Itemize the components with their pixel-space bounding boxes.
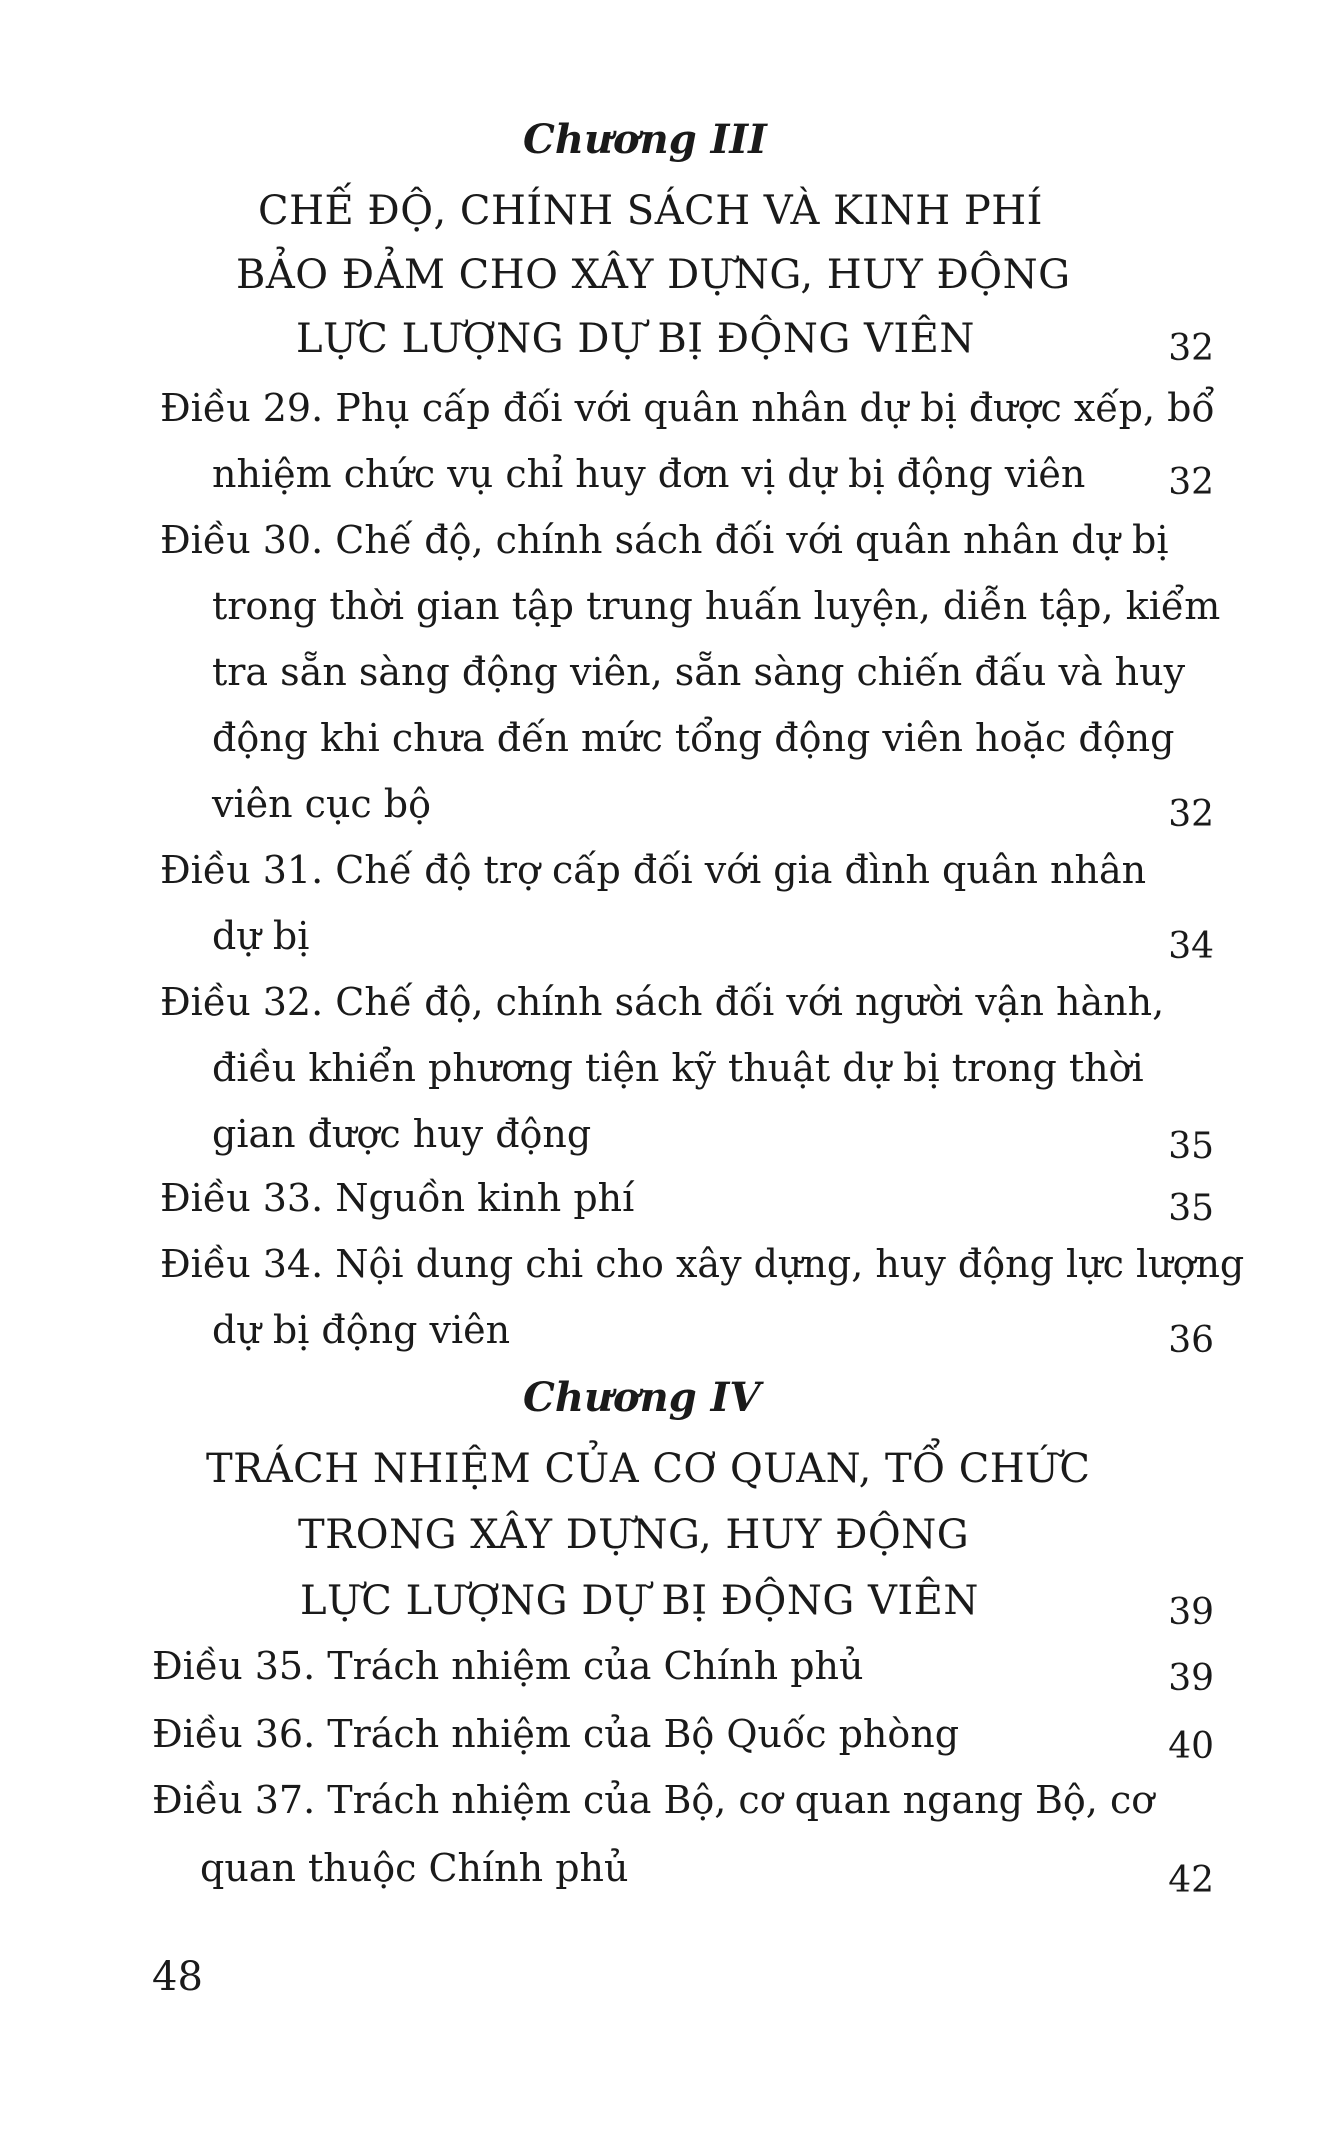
chapter-4-page: 39 [1168,1592,1214,1633]
toc-entry-30-line-3: tra sẵn sàng động viên, sẵn sàng chiến đấu và huy [212,650,1186,694]
toc-entry-33-line-1: Điều 33. Nguồn kinh phí [160,1176,635,1220]
toc-entry-30-line-4: động khi chưa đến mức tổng động viên hoặc động [212,716,1175,760]
toc-entry-30-line-1: Điều 30. Chế độ, chính sách đối với quân nhân dự bị [160,518,1169,562]
toc-entry-29-line-1: Điều 29. Phụ cấp đối với quân nhân dự bị được xếp, bổ [160,386,1215,430]
toc-entry-31-line-1: Điều 31. Chế độ trợ cấp đối với gia đình quân nhân [160,848,1147,892]
toc-entry-34-line-1: Điều 34. Nội dung chi cho xây dựng, huy động lực lượng [160,1242,1245,1286]
toc-entry-32-line-2: điều khiển phương tiện kỹ thuật dự bị trong thời [212,1046,1144,1090]
chapter-3-page: 32 [1168,328,1214,369]
toc-entry-32-page: 35 [1168,1126,1214,1167]
chapter-4-title-line-3: LỰC LƯỢNG DỰ BỊ ĐỘNG VIÊN [300,1578,979,1624]
toc-entry-30-page: 32 [1168,794,1214,835]
toc-entry-29-line-2: nhiệm chức vụ chỉ huy đơn vị dự bị động viên [212,452,1086,496]
toc-entry-37-page: 42 [1168,1860,1214,1901]
toc-entry-31-line-2: dự bị [212,914,310,958]
toc-entry-34-page: 36 [1168,1320,1214,1361]
toc-entry-31-page: 34 [1168,926,1214,967]
chapter-3-title-line-2: BẢO ĐẢM CHO XÂY DỰNG, HUY ĐỘNG [236,252,1071,298]
chapter-3-label: Chương III [523,116,767,163]
chapter-3-title-line-3: LỰC LƯỢNG DỰ BỊ ĐỘNG VIÊN [296,316,975,362]
toc-entry-30-line-2: trong thời gian tập trung huấn luyện, diễn tập, kiểm [212,584,1221,628]
toc-entry-35-line-1: Điều 35. Trách nhiệm của Chính phủ [152,1644,864,1688]
page-number: 48 [152,1954,203,2000]
chapter-4-title-line-1: TRÁCH NHIỆM CỦA CƠ QUAN, TỔ CHỨC [206,1446,1091,1492]
toc-entry-33-page: 35 [1168,1188,1214,1229]
chapter-3-title-line-1: CHẾ ĐỘ, CHÍNH SÁCH VÀ KINH PHÍ [258,188,1043,234]
toc-entry-32-line-3: gian được huy động [212,1112,592,1156]
toc-entry-35-page: 39 [1168,1658,1214,1699]
chapter-4-title-line-2: TRONG XÂY DỰNG, HUY ĐỘNG [298,1512,970,1558]
toc-entry-34-line-2: dự bị động viên [212,1308,511,1352]
toc-entry-37-line-2: quan thuộc Chính phủ [200,1846,629,1890]
toc-entry-36-line-1: Điều 36. Trách nhiệm của Bộ Quốc phòng [152,1712,960,1756]
toc-entry-37-line-1: Điều 37. Trách nhiệm của Bộ, cơ quan ngang Bộ, cơ [152,1778,1155,1822]
toc-entry-29-page: 32 [1168,462,1214,503]
toc-entry-32-line-1: Điều 32. Chế độ, chính sách đối với người vận hành, [160,980,1165,1024]
toc-entry-30-line-5: viên cục bộ [212,782,431,826]
toc-entry-36-page: 40 [1168,1726,1214,1767]
chapter-4-label: Chương IV [523,1374,761,1421]
